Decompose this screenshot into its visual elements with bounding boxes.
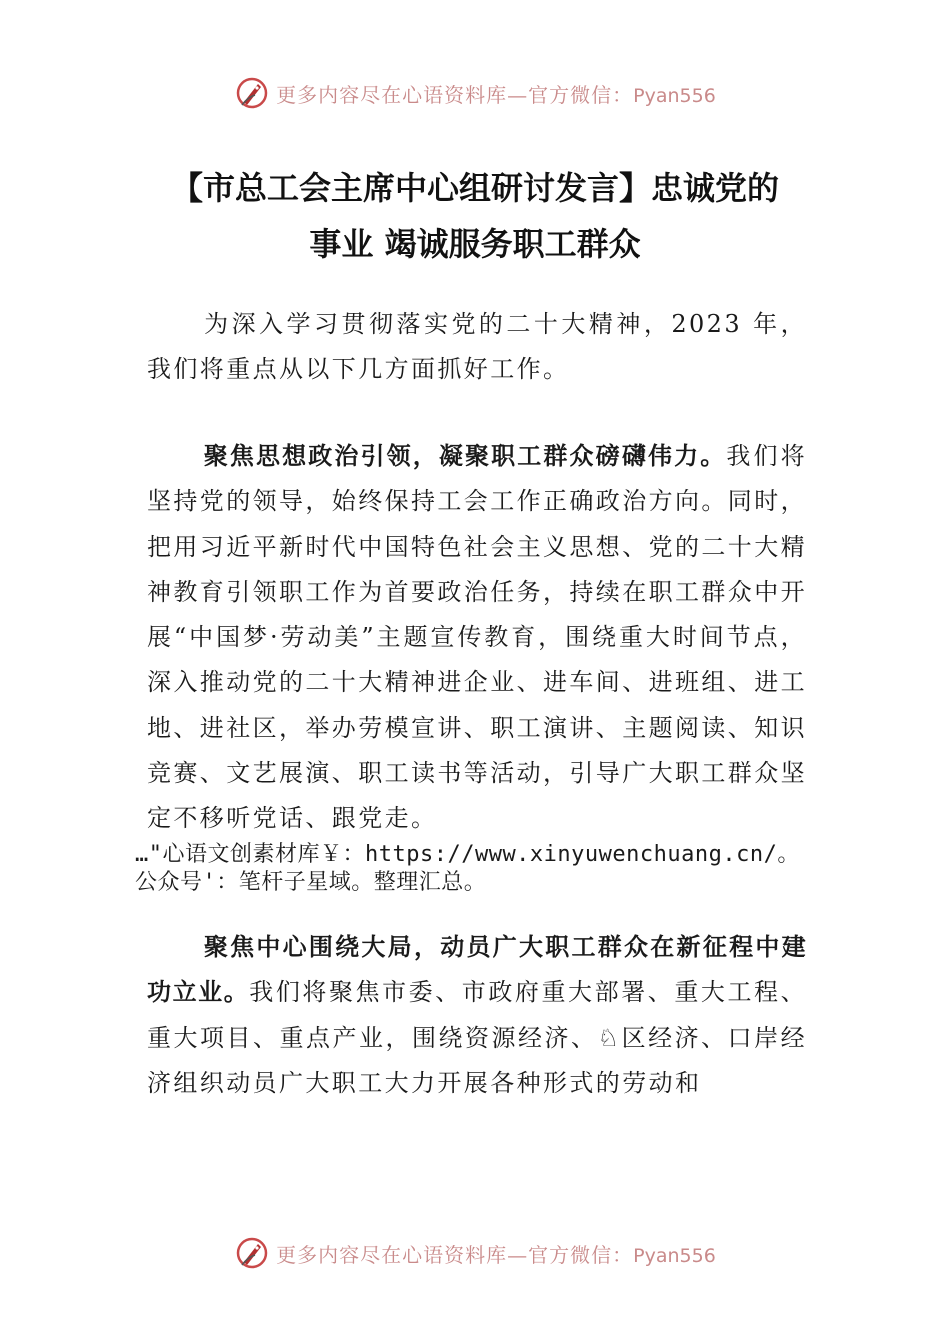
paragraph-lead: 聚焦思想政治引领，凝聚职工群众磅礴伟力。 — [203, 442, 727, 470]
pen-nib-logo-icon — [234, 1235, 270, 1271]
paragraph-body: 为深入学习贯彻落实党的二十大精神，2023 年，我们将重点从以下几方面抓好工作。 — [147, 310, 807, 384]
paragraph-body: 我们将坚持党的领导，始终保持工会工作正确政治方向。同时，把用习近平新时代中国特色社会主义思想、党的二十大精神教育引领职工作为首要政治任务，持续在职工群众中开展“中国梦·劳动美”主题宣传教育，围绕重大时间节点，深入推动党的二十大精神进企业、进车间、进班组、进工地、进社区，举办劳模宣讲、职工演讲、主题阅读、知识竞赛、文艺展演、职工读书等活动，引导广大职工群众坚定不移听党话、跟党走。 — [147, 442, 808, 833]
paragraph-ideology — [147, 434, 807, 842]
paragraph-body: 我们将聚焦市委、市政府重大部署、重大工程、重大项目、重点产业，围绕资源经济、♘区经济、口岸经济组织动员广大职工大力开展各种形式的劳动和 — [147, 978, 807, 1097]
paragraph-development — [147, 925, 807, 1106]
pen-nib-logo-icon — [234, 75, 270, 111]
title-line-2: 事业 竭诚服务职工群众 — [309, 225, 641, 263]
title-line-1: 【市总工会主席中心组研讨发言】忠诚党的 — [170, 169, 779, 207]
banner-text: 更多内容尽在心语资料库—官方微信：Pyan556 — [276, 82, 716, 107]
header-watermark-banner — [0, 73, 950, 113]
source-note: …"心语文创素材库￥：https://www.xinyuwenchuang.cn/。公众号'：笔杆子星域。整理汇总。 — [135, 842, 800, 895]
paragraph-intro — [147, 302, 807, 393]
paragraph-lead: 聚焦中心围绕大局，动员广大职工群众在新征程中建功立业。 — [147, 933, 807, 1007]
banner-text: 更多内容尽在心语资料库—官方微信：Pyan556 — [276, 1242, 716, 1267]
footer-watermark-banner — [0, 1233, 950, 1273]
document-title — [0, 160, 950, 272]
